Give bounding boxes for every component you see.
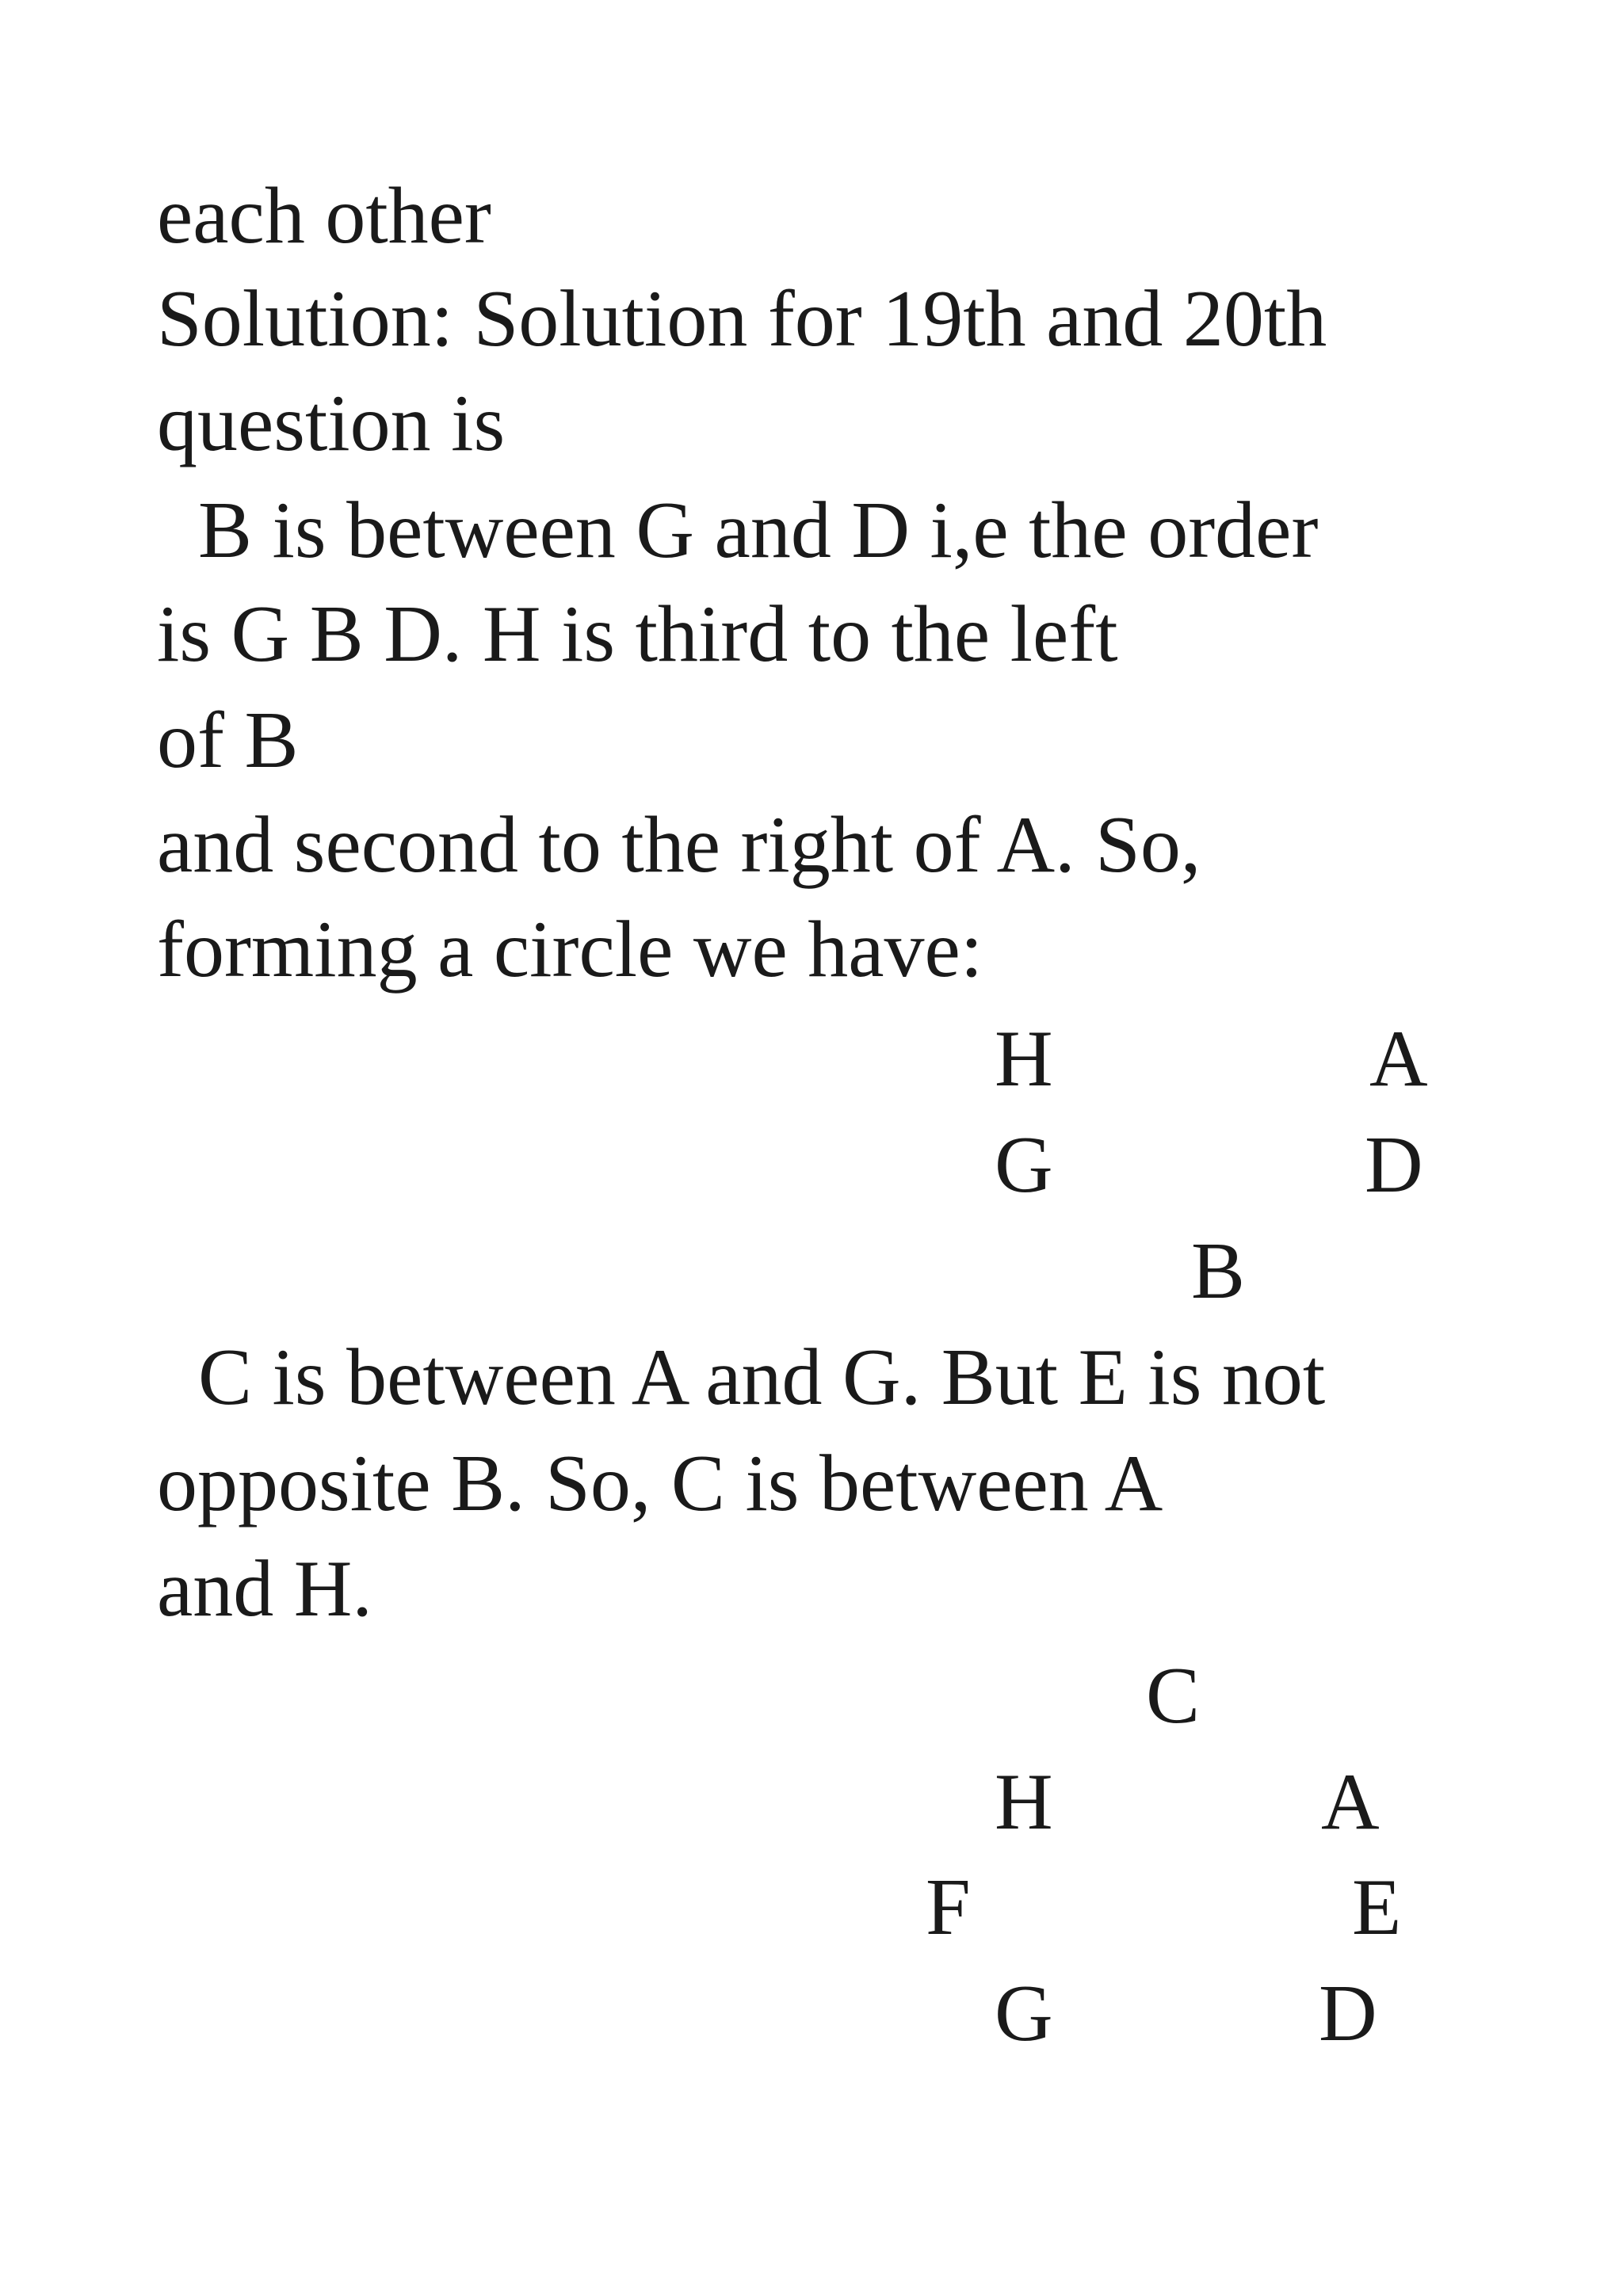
text-line-second-right: and second to the right of A. So, bbox=[157, 800, 1201, 890]
text-line-each-other: each other bbox=[157, 171, 491, 261]
text-line-question: question is bbox=[157, 379, 506, 468]
text-line-and-h: and H. bbox=[157, 1544, 372, 1634]
diagram1-letter-d: D bbox=[1365, 1120, 1423, 1210]
text-line-order: is G B D. H is third to the left bbox=[157, 589, 1118, 679]
diagram2-letter-a: A bbox=[1321, 1757, 1380, 1847]
diagram2-letter-g: G bbox=[995, 1969, 1053, 2058]
text-line-c-between: C is between A and G. But E is not bbox=[198, 1333, 1326, 1422]
diagram1-letter-b: B bbox=[1191, 1226, 1246, 1316]
text-line-b-between: B is between G and D i,e the order bbox=[198, 486, 1319, 575]
diagram2-letter-f: F bbox=[926, 1863, 971, 1952]
text-line-opposite-b: opposite B. So, C is between A bbox=[157, 1439, 1163, 1528]
text-line-solution: Solution: Solution for 19th and 20th bbox=[157, 274, 1327, 364]
text-line-forming-circle: forming a circle we have: bbox=[157, 905, 983, 994]
diagram1-letter-h: H bbox=[995, 1014, 1053, 1104]
text-line-of-b: of B bbox=[157, 696, 299, 785]
diagram2-letter-e: E bbox=[1352, 1863, 1402, 1952]
diagram2-letter-h: H bbox=[995, 1757, 1053, 1847]
diagram2-letter-c: C bbox=[1146, 1651, 1201, 1741]
diagram1-letter-a: A bbox=[1369, 1014, 1428, 1104]
diagram1-letter-g: G bbox=[995, 1120, 1053, 1210]
diagram2-letter-d: D bbox=[1319, 1969, 1377, 2058]
